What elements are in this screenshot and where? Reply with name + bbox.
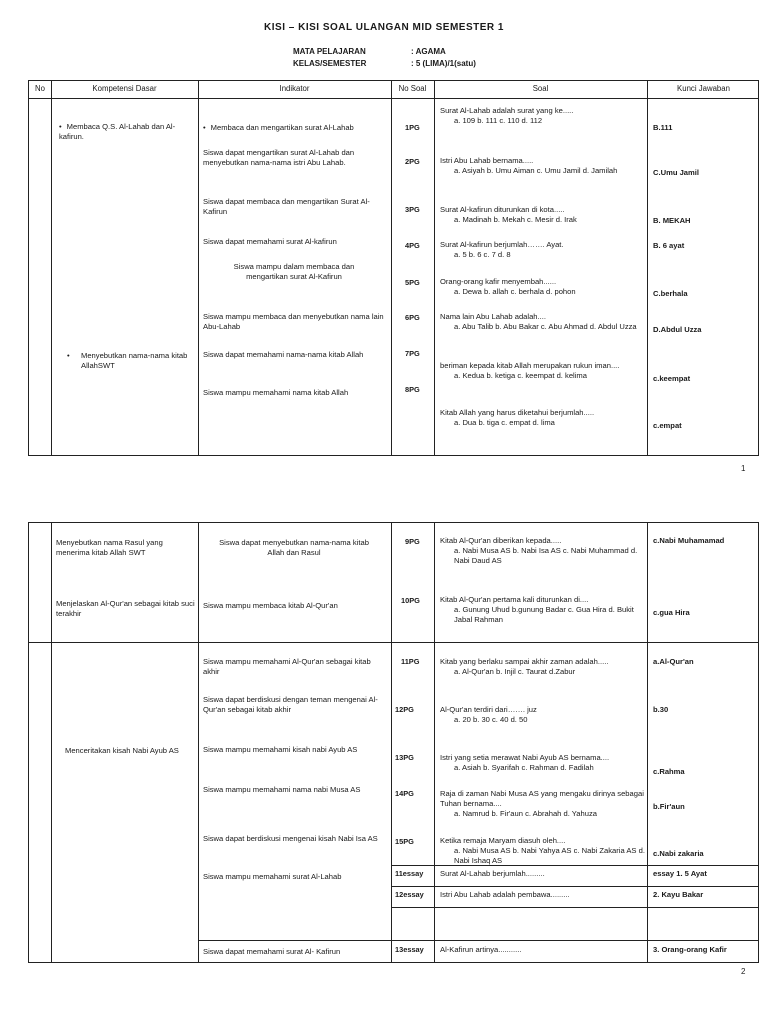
question-number: 14PG: [395, 789, 414, 798]
question-text: Istri Abu Lahab adalah pembawa.........: [440, 890, 570, 899]
question-number: 3PG: [405, 205, 420, 214]
indicator-text: Siswa dapat berdiskusi dengan teman mengenai Al-Qur'an sebagai kitab akhir: [203, 695, 378, 714]
question-number: 12PG: [395, 705, 414, 714]
page-number: 2: [741, 967, 746, 976]
question-number: 15PG: [395, 837, 414, 846]
question-text: Surat Al-Lahab adalah surat yang ke..... a. 109 b. 111 c. 110 d. 112: [440, 106, 574, 125]
indicator-text: Siswa dapat memahami surat Al- Kafirun: [203, 947, 341, 956]
indicator-text: Siswa dapat berdiskusi mengenai kisah Nabi Isa AS: [203, 834, 378, 843]
answer-key: c.empat: [653, 421, 682, 430]
answer-key: c.keempat: [653, 374, 691, 383]
indicator-text: Siswa dapat memahami nama-nama kitab Allah: [203, 350, 364, 359]
subject-value: : AGAMA: [411, 47, 446, 56]
header-no-soal: No Soal: [398, 84, 427, 93]
question-text: Istri yang setia merawat Nabi Ayub AS bernama.... a. Asiah b. Syarifah c. Rahman d. Fadilah: [440, 753, 610, 772]
indicator-text: Siswa mampu memahami kisah nabi Ayub AS: [203, 745, 358, 754]
header-soal: Soal: [532, 84, 549, 93]
indicator-text: • Membaca dan mengartikan surat Al-Lahab: [203, 123, 388, 133]
question-number: 9PG: [405, 537, 420, 546]
question-number: 8PG: [405, 385, 420, 394]
question-number: 13essay: [395, 945, 424, 954]
answer-key: b.30: [653, 705, 669, 714]
answer-key: 3. Orang-orang Kafir: [653, 945, 727, 954]
indicator-text: Siswa mampu membaca dan menyebutkan nama lain Abu-Lahab: [203, 312, 384, 331]
header-kunci-jawaban: Kunci Jawaban: [677, 84, 730, 93]
header-indikator: Indikator: [279, 84, 310, 93]
indicator-text: Siswa mampu memahami nama nabi Musa AS: [203, 785, 361, 794]
table-page-1: [28, 80, 759, 456]
indicator-text: Siswa mampu dalam membaca dan mengartikan surat Al-Kafirun: [233, 262, 355, 281]
header-kompetensi-dasar: Kompetensi Dasar: [92, 84, 157, 93]
question-text: Kitab yang berlaku sampai akhir zaman adalah..... a. Al-Qur'an b. Injil c. Taurat d.Zabur: [440, 657, 609, 676]
question-number: 11PG: [401, 657, 420, 666]
question-number: 2PG: [405, 157, 420, 166]
document-title: KISI – KISI SOAL ULANGAN MID SEMESTER 1: [264, 22, 504, 33]
question-text: Kitab Allah yang harus diketahui berjumlah..... a. Dua b. tiga c. empat d. lima: [440, 408, 595, 427]
question-number: 5PG: [405, 278, 420, 287]
answer-key: B.111: [653, 123, 673, 132]
class-value: : 5 (LIMA)/1(satu): [411, 59, 476, 68]
answer-key: a.Al-Qur'an: [653, 657, 694, 666]
indicator-text: Siswa dapat menyebutkan nama-nama kitab Allah dan Rasul: [219, 538, 369, 557]
question-text: Surat Al-Lahab berjumlah.........: [440, 869, 545, 878]
kd-item: • Menyebutkan nama-nama kitab AllahSWT: [67, 351, 188, 370]
indicator-text: Siswa dapat mengartikan surat Al-Lahab dan menyebutkan nama-nama istri Abu Lahab.: [203, 148, 355, 167]
question-number: 11essay: [395, 869, 424, 878]
question-text: Raja di zaman Nabi Musa AS yang mengaku dirinya sebagai Tuhan bernama.... a. Namrud b. Fir'aun c. Abrahah d. Yahuza: [440, 789, 644, 818]
subject-label: MATA PELAJARAN: [293, 47, 366, 56]
class-label: KELAS/SEMESTER: [293, 59, 367, 68]
question-text: Nama lain Abu Lahab adalah.... a. Abu Talib b. Abu Bakar c. Abu Ahmad d. Abdul Uzza: [440, 312, 637, 331]
question-text: Orang-orang kafir menyembah...... a. Dewa b. allah c. berhala d. pohon: [440, 277, 576, 296]
answer-key: B. 6 ayat: [653, 241, 685, 250]
answer-key: C.berhala: [653, 289, 688, 298]
answer-key: c.Nabi zakaria: [653, 849, 704, 858]
question-text: Kitab Al-Qur'an diberikan kepada..... a. Nabi Musa AS b. Nabi Isa AS c. Nabi Muhammad d. Nabi Daud AS: [440, 536, 638, 565]
question-text: Al-Qur'an terdiri dari……. juz a. 20 b. 30 c. 40 d. 50: [440, 705, 537, 724]
answer-key: c.gua Hira: [653, 608, 690, 617]
indicator-text: Siswa mampu memahami nama kitab Allah: [203, 388, 349, 397]
question-number: 4PG: [405, 241, 420, 250]
question-number: 10PG: [401, 596, 420, 605]
answer-key: B. MEKAH: [653, 216, 691, 225]
header-no: No: [35, 84, 45, 93]
kd-item: Menyebutkan nama Rasul yang menerima kitab Allah SWT: [56, 538, 163, 557]
question-text: Istri Abu Lahab bernama..... a. Asiyah b. Umu Aiman c. Umu Jamil d. Jamilah: [440, 156, 618, 175]
indicator-text: Siswa mampu membaca kitab Al-Qur'an: [203, 601, 338, 610]
answer-key: b.Fir'aun: [653, 802, 685, 811]
question-number: 6PG: [405, 313, 420, 322]
answer-key: essay 1. 5 Ayat: [653, 869, 707, 878]
question-number: 7PG: [405, 349, 420, 358]
question-text: Ketika remaja Maryam diasuh oleh.... a. Nabi Musa AS b. Nabi Yahya AS c. Nabi Zakaria AS d. Nabi Ishaq AS: [440, 836, 645, 865]
kd-item: Menceritakan kisah Nabi Ayub AS: [65, 746, 179, 755]
indicator-text: Siswa mampu memahami Al-Qur'an sebagai kitab akhir: [203, 657, 371, 676]
question-number: 13PG: [395, 753, 414, 762]
indicator-text: Siswa dapat membaca dan mengartikan Surat Al-Kafirun: [203, 197, 370, 216]
question-text: Surat Al-kafirun berjumlah……. Ayat. a. 5 b. 6 c. 7 d. 8: [440, 240, 564, 259]
indicator-text: Siswa dapat memahami surat Al-kafirun: [203, 237, 337, 246]
question-text: Al-Kafirun artinya...........: [440, 945, 522, 954]
question-number: 12essay: [395, 890, 424, 899]
question-number: 1PG: [405, 123, 420, 132]
kd-item: • Membaca Q.S. Al-Lahab dan Al-kafirun.: [59, 122, 193, 142]
answer-key: 2. Kayu Bakar: [653, 890, 704, 899]
question-text: Kitab Al-Qur'an pertama kali diturunkan di.... a. Gunung Uhud b.gunung Badar c. Gua Hira d. Bukit Jabal Rahman: [440, 595, 634, 624]
answer-key: c.Nabi Muhamamad: [653, 536, 725, 545]
question-text: beriman kepada kitab Allah merupakan rukun iman.... a. Kedua b. ketiga c. keempat d. kelima: [440, 361, 620, 380]
indicator-text: Siswa mampu memahami surat Al-Lahab: [203, 872, 342, 881]
table-page-2: [28, 522, 759, 963]
kd-item: Menjelaskan Al-Qur'an sebagai kitab suci terakhir: [56, 599, 195, 618]
page-number: 1: [741, 464, 746, 473]
answer-key: C.Umu Jamil: [653, 168, 699, 177]
question-text: Surat Al-kafirun diturunkan di kota..... a. Madinah b. Mekah c. Mesir d. Irak: [440, 205, 577, 224]
answer-key: D.Abdul Uzza: [653, 325, 702, 334]
answer-key: c.Rahma: [653, 767, 685, 776]
